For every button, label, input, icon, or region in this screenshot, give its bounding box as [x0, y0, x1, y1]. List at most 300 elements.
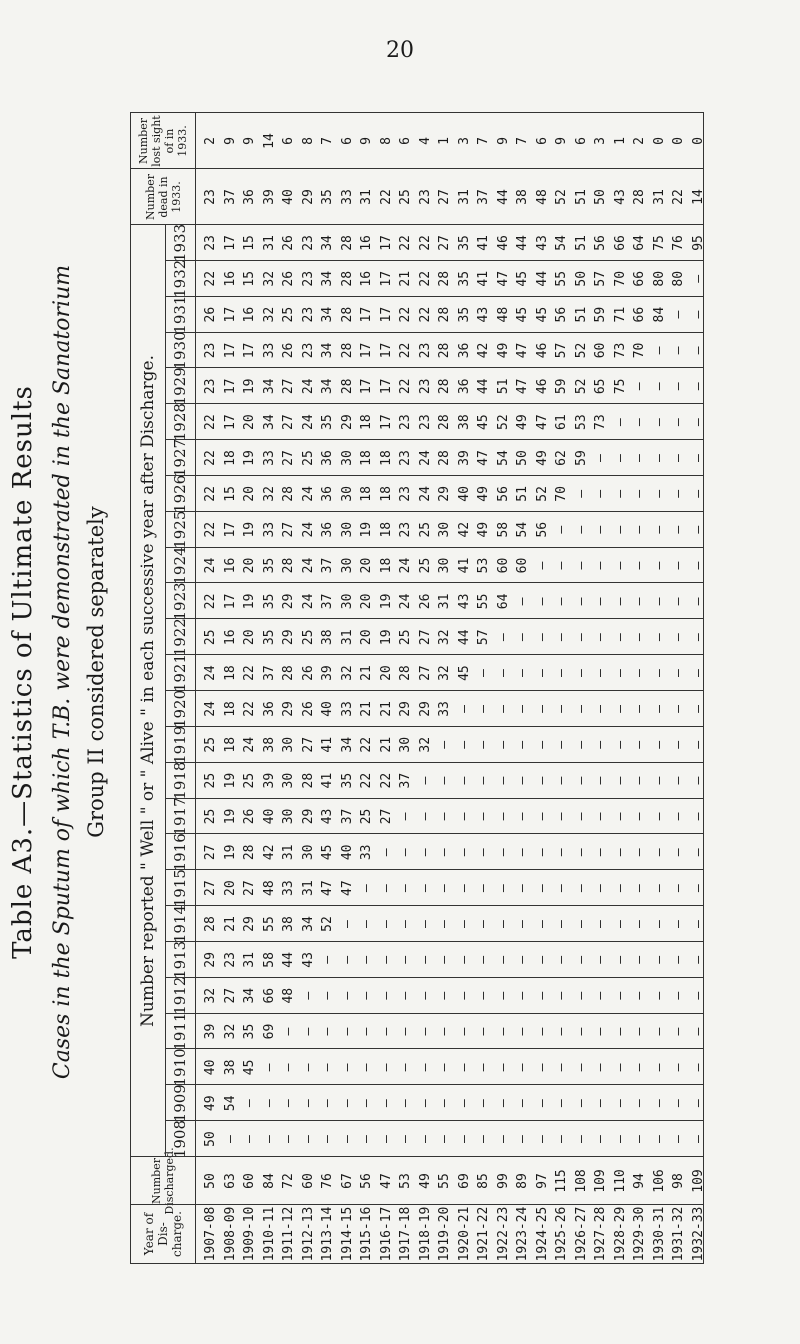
empty-cell: —	[261, 1063, 277, 1072]
table-cell: 23	[300, 235, 316, 251]
empty-cell: —	[671, 454, 686, 462]
table-cell: 28	[437, 306, 452, 323]
empty-cell: —	[300, 1027, 316, 1036]
table-cell: 31	[261, 235, 277, 251]
table-cell: 18	[359, 414, 374, 430]
table-cell: 22	[417, 270, 433, 287]
table-cell: 20	[378, 665, 394, 681]
results-table	[130, 112, 704, 1264]
table-cell: 19	[242, 378, 257, 395]
table-cell: 17	[242, 342, 257, 359]
empty-cell: —	[632, 597, 647, 606]
table-cell: 50	[203, 1131, 218, 1147]
table-cell: 16	[359, 235, 374, 251]
empty-cell: —	[651, 489, 667, 498]
row-dead: 36	[242, 189, 257, 205]
row-dead: 39	[261, 189, 277, 205]
empty-cell: —	[359, 1027, 374, 1036]
row-lost: 7	[320, 137, 335, 145]
empty-cell: —	[222, 1135, 238, 1143]
table-cell: 17	[222, 414, 238, 430]
empty-cell: —	[690, 1099, 706, 1108]
year-column-header: 1915	[165, 870, 196, 906]
empty-cell: —	[671, 382, 686, 391]
empty-cell: —	[573, 1135, 589, 1143]
table-cell: 27	[222, 987, 238, 1004]
empty-cell: —	[359, 920, 374, 928]
table-cell: 18	[222, 736, 238, 753]
table-cell: 61	[554, 414, 569, 430]
empty-cell: —	[593, 561, 608, 570]
empty-cell: —	[554, 884, 569, 893]
empty-cell: —	[495, 705, 511, 713]
empty-cell: —	[612, 561, 628, 570]
empty-cell: —	[554, 669, 569, 677]
table-cell: 19	[242, 450, 257, 466]
table-cell: 21	[398, 270, 413, 287]
table-cell: 23	[300, 342, 316, 359]
empty-cell: —	[593, 705, 608, 713]
table-cell: 15	[222, 486, 238, 502]
row-dead: 44	[495, 189, 511, 205]
empty-cell: —	[573, 848, 589, 857]
empty-cell: —	[612, 1027, 628, 1036]
row-discharged: 50	[203, 1173, 218, 1189]
year-column-header: 1910	[165, 1049, 196, 1085]
table-cell: 50	[573, 270, 589, 287]
empty-cell: —	[573, 955, 589, 964]
empty-cell: —	[476, 955, 491, 964]
empty-cell: —	[359, 1099, 374, 1108]
table-cell: 33	[339, 701, 355, 717]
empty-cell: —	[554, 1135, 569, 1143]
table-cell: 18	[222, 665, 238, 681]
empty-cell: —	[339, 991, 355, 1000]
empty-cell: —	[476, 848, 491, 857]
table-cell: 20	[242, 629, 257, 646]
empty-cell: —	[515, 633, 530, 642]
table-cell: 22	[242, 665, 257, 681]
empty-cell: —	[515, 848, 530, 857]
table-cell: 28	[242, 844, 257, 861]
empty-cell: —	[534, 561, 550, 570]
empty-cell: —	[554, 776, 569, 785]
empty-cell: —	[632, 776, 647, 785]
table-cell: 42	[261, 844, 277, 861]
empty-cell: —	[534, 955, 550, 964]
table-cell: 23	[203, 342, 218, 359]
table-cell: 54	[495, 450, 511, 466]
empty-cell: —	[593, 597, 608, 606]
empty-cell: —	[671, 884, 686, 893]
empty-cell: —	[651, 669, 667, 677]
table-cell: 49	[476, 521, 491, 538]
table-cell: 35	[261, 593, 277, 610]
table-cell: 45	[515, 306, 530, 323]
empty-cell: —	[300, 1063, 316, 1072]
table-cell: 45	[476, 414, 491, 430]
empty-cell: —	[651, 597, 667, 606]
empty-cell: —	[417, 776, 433, 785]
empty-cell: —	[690, 489, 706, 498]
table-cell: 25	[203, 629, 218, 646]
table-cell: 30	[281, 772, 296, 789]
table-cell: 95	[690, 235, 706, 251]
table-cell: 29	[242, 916, 257, 932]
empty-cell: —	[690, 920, 706, 928]
table-cell: 60	[593, 342, 608, 359]
table-cell: 64	[632, 235, 647, 251]
empty-cell: —	[495, 633, 511, 642]
empty-cell: —	[593, 1135, 608, 1143]
header-not-traced: Number lost sight of in 1933.	[137, 115, 189, 167]
empty-cell: —	[612, 418, 628, 427]
table-cell: 28	[300, 772, 316, 789]
table-cell: 31	[437, 593, 452, 610]
empty-cell: —	[593, 454, 608, 462]
table-cell: 22	[203, 450, 218, 466]
table-cell: 24	[417, 486, 433, 502]
empty-cell: —	[632, 633, 647, 642]
empty-cell: —	[651, 346, 667, 355]
table-cell: 24	[203, 557, 218, 574]
table-cell: 29	[437, 486, 452, 502]
empty-cell: —	[320, 1135, 335, 1143]
table-cell: 51	[573, 235, 589, 251]
table-cell: 18	[378, 486, 394, 502]
table-cell: 70	[612, 270, 628, 287]
empty-cell: —	[651, 561, 667, 570]
empty-cell: —	[476, 991, 491, 1000]
table-cell: 41	[320, 736, 335, 753]
empty-cell: —	[612, 1135, 628, 1143]
table-cell: 34	[320, 270, 335, 287]
empty-cell: —	[476, 884, 491, 893]
table-cell: 51	[573, 306, 589, 323]
row-lost: 6	[573, 137, 589, 145]
empty-cell: —	[690, 454, 706, 462]
table-cell: 22	[359, 736, 374, 753]
row-year: 1920-21	[456, 1206, 472, 1262]
row-dead: 51	[573, 189, 589, 205]
empty-cell: —	[612, 776, 628, 785]
empty-cell: —	[651, 955, 667, 964]
empty-cell: —	[515, 812, 530, 821]
empty-cell: —	[398, 1135, 413, 1143]
table-cell: 20	[242, 486, 257, 502]
empty-cell: —	[417, 991, 433, 1000]
table-cell: 29	[300, 808, 316, 825]
row-discharged: 109	[593, 1169, 608, 1193]
row-dead: 50	[593, 189, 608, 205]
empty-cell: —	[242, 1099, 257, 1108]
table-cell: 41	[476, 235, 491, 251]
table-cell: 16	[222, 629, 238, 646]
empty-cell: —	[690, 310, 706, 319]
empty-cell: —	[671, 561, 686, 570]
empty-cell: —	[651, 418, 667, 427]
row-discharged: 97	[534, 1173, 550, 1189]
table-cell: 28	[437, 378, 452, 395]
table-cell: 47	[534, 414, 550, 430]
empty-cell: —	[495, 1099, 511, 1108]
row-lost: 6	[281, 137, 296, 145]
empty-cell: —	[651, 525, 667, 534]
row-discharged: 56	[359, 1173, 374, 1189]
row-year: 1929-30	[632, 1206, 647, 1262]
table-cell: 71	[612, 306, 628, 323]
table-cell: 26	[281, 342, 296, 359]
year-column-header: 1932	[165, 261, 196, 297]
empty-cell: —	[690, 1063, 706, 1072]
year-column-header: 1916	[165, 834, 196, 870]
empty-cell: —	[378, 955, 394, 964]
empty-cell: —	[573, 705, 589, 713]
empty-cell: —	[300, 1135, 316, 1143]
table-cell: 47	[515, 378, 530, 395]
empty-cell: —	[437, 955, 452, 964]
row-lost: 3	[456, 137, 472, 145]
table-cell: 18	[359, 450, 374, 466]
table-cell: 35	[339, 772, 355, 789]
year-column-header: 1914	[165, 906, 196, 942]
empty-cell: —	[495, 1063, 511, 1072]
empty-cell: —	[476, 1135, 491, 1143]
table-cell: 23	[300, 270, 316, 287]
table-cell: 30	[437, 557, 452, 574]
table-cell: 46	[495, 235, 511, 251]
table-cell: 70	[554, 486, 569, 502]
table-cell: 18	[378, 521, 394, 538]
table-cell: 80	[651, 270, 667, 287]
empty-cell: —	[320, 1027, 335, 1036]
table-cell: 44	[515, 235, 530, 251]
empty-cell: —	[632, 418, 647, 427]
table-cell: 25	[417, 557, 433, 574]
header-number-discharged: Number Discharged.	[150, 1147, 176, 1215]
table-cell: 23	[203, 235, 218, 251]
row-year: 1925-26	[554, 1206, 569, 1262]
empty-cell: —	[417, 920, 433, 928]
empty-cell: —	[378, 920, 394, 928]
empty-cell: —	[456, 776, 472, 785]
table-cell: 66	[612, 235, 628, 251]
empty-cell: —	[495, 740, 511, 749]
table-cell: 28	[339, 270, 355, 287]
table-cell: 60	[515, 557, 530, 574]
table-cell: 17	[222, 235, 238, 251]
empty-cell: —	[690, 812, 706, 821]
table-cell: 65	[593, 378, 608, 395]
table-cell: 19	[222, 808, 238, 825]
empty-cell: —	[690, 597, 706, 606]
empty-cell: —	[534, 633, 550, 642]
empty-cell: —	[495, 776, 511, 785]
table-cell: 80	[671, 270, 686, 287]
empty-cell: —	[476, 1027, 491, 1036]
empty-cell: —	[554, 1063, 569, 1072]
table-cell: 17	[378, 235, 394, 251]
table-cell: 16	[222, 270, 238, 287]
table-cell: 55	[476, 593, 491, 610]
table-cell: 66	[632, 306, 647, 323]
row-lost: 0	[671, 137, 686, 145]
empty-cell: —	[632, 740, 647, 749]
table-cell: 18	[222, 450, 238, 466]
empty-cell: —	[339, 1135, 355, 1143]
table-cell: 33	[359, 844, 374, 861]
table-cell: 15	[242, 270, 257, 287]
table-cell: 20	[359, 593, 374, 610]
empty-cell: —	[593, 525, 608, 534]
table-cell: 23	[398, 450, 413, 466]
table-cell: 16	[222, 557, 238, 574]
row-lost: 0	[690, 137, 706, 145]
table-cell: 28	[398, 665, 413, 681]
table-cell: 21	[378, 736, 394, 753]
table-cell: 22	[203, 486, 218, 502]
table-cell: 49	[203, 1095, 218, 1112]
empty-cell: —	[593, 848, 608, 857]
empty-cell: —	[534, 991, 550, 1000]
table-cell: 41	[456, 557, 472, 574]
table-cell: 32	[261, 486, 277, 502]
empty-cell: —	[651, 991, 667, 1000]
table-cell: 24	[203, 665, 218, 681]
table-cell: 36	[320, 521, 335, 538]
table-cell: 55	[261, 916, 277, 932]
table-cell: 75	[612, 378, 628, 395]
empty-cell: —	[593, 669, 608, 677]
table-cell: 34	[320, 378, 335, 395]
year-column-header: 1926	[165, 476, 196, 512]
empty-cell: —	[671, 991, 686, 1000]
row-dead: 31	[359, 189, 374, 205]
row-discharged: 60	[300, 1173, 316, 1189]
row-dead: 35	[320, 189, 335, 205]
header-reported-alive: Number reported " Well " or " Alive " in each successive year after Discharge.	[131, 225, 166, 1157]
empty-cell: —	[612, 489, 628, 498]
empty-cell: —	[359, 991, 374, 1000]
empty-cell: —	[632, 1027, 647, 1036]
table-cell: 45	[534, 306, 550, 323]
empty-cell: —	[671, 489, 686, 498]
empty-cell: —	[378, 1135, 394, 1143]
table-cell: 56	[534, 521, 550, 538]
table-cell: 64	[495, 593, 511, 610]
empty-cell: —	[632, 848, 647, 857]
empty-cell: —	[554, 740, 569, 749]
table-cell: 25	[281, 306, 296, 323]
table-cell: 18	[378, 450, 394, 466]
year-column-header: 1922	[165, 619, 196, 655]
table-cell: 37	[320, 593, 335, 610]
empty-cell: —	[495, 884, 511, 893]
header-dead-1933: Number dead in 1933.	[143, 174, 183, 220]
table-cell: 29	[417, 701, 433, 717]
empty-cell: —	[320, 991, 335, 1000]
row-year: 1922-23	[495, 1206, 511, 1262]
table-cell: 33	[261, 342, 277, 359]
empty-cell: —	[378, 1027, 394, 1036]
year-column-header: 1931	[165, 297, 196, 333]
empty-cell: —	[671, 920, 686, 928]
row-lost: 2	[203, 137, 218, 145]
empty-cell: —	[515, 884, 530, 893]
empty-cell: —	[378, 1099, 394, 1108]
empty-cell: —	[593, 776, 608, 785]
row-discharged: 63	[222, 1173, 238, 1189]
empty-cell: —	[554, 561, 569, 570]
table-cell: 54	[222, 1095, 238, 1112]
table-cell: 37	[398, 772, 413, 789]
row-year: 1921-22	[476, 1206, 491, 1262]
table-cell: 50	[515, 450, 530, 466]
empty-cell: —	[651, 1135, 667, 1143]
empty-cell: —	[398, 1027, 413, 1036]
table-cell: 48	[281, 987, 296, 1004]
row-discharged: 110	[612, 1169, 628, 1193]
empty-cell: —	[554, 525, 569, 534]
table-cell: 28	[437, 414, 452, 430]
table-cell: 23	[417, 342, 433, 359]
table-cell: 15	[242, 235, 257, 251]
empty-cell: —	[651, 740, 667, 749]
table-cell: 69	[261, 1023, 277, 1040]
table-cell: 44	[456, 629, 472, 646]
table-cell: 17	[359, 306, 374, 323]
table-cell: 21	[359, 701, 374, 717]
row-lost: 6	[339, 137, 355, 145]
empty-cell: —	[573, 1063, 589, 1072]
row-lost: 14	[261, 133, 277, 149]
table-cell: 28	[339, 378, 355, 395]
table-cell: 57	[554, 342, 569, 359]
row-discharged: 60	[242, 1173, 257, 1189]
empty-cell: —	[671, 776, 686, 785]
table-cell: 31	[339, 629, 355, 646]
empty-cell: —	[359, 955, 374, 964]
table-cell: 23	[398, 521, 413, 538]
table-cell: 47	[515, 342, 530, 359]
empty-cell: —	[515, 597, 530, 606]
table-cell: 33	[437, 701, 452, 717]
empty-cell: —	[554, 991, 569, 1000]
table-cell: 32	[339, 665, 355, 681]
table-cell: 49	[495, 342, 511, 359]
table-cell: 48	[495, 306, 511, 323]
table-cell: 27	[203, 844, 218, 861]
table-cell: 51	[495, 378, 511, 395]
empty-cell: —	[534, 597, 550, 606]
table-cell: 52	[320, 916, 335, 932]
table-cell: 34	[320, 306, 335, 323]
table-cell: 23	[300, 306, 316, 323]
empty-cell: —	[632, 382, 647, 391]
table-cell: 27	[300, 736, 316, 753]
row-lost: 6	[534, 137, 550, 145]
empty-cell: —	[515, 920, 530, 928]
table-cell: 26	[300, 665, 316, 681]
empty-cell: —	[573, 525, 589, 534]
table-cell: 47	[320, 880, 335, 896]
empty-cell: —	[437, 884, 452, 893]
empty-cell: —	[651, 454, 667, 462]
empty-cell: —	[417, 884, 433, 893]
empty-cell: —	[690, 1027, 706, 1036]
table-cell: 43	[534, 235, 550, 251]
table-cell: 51	[515, 486, 530, 502]
